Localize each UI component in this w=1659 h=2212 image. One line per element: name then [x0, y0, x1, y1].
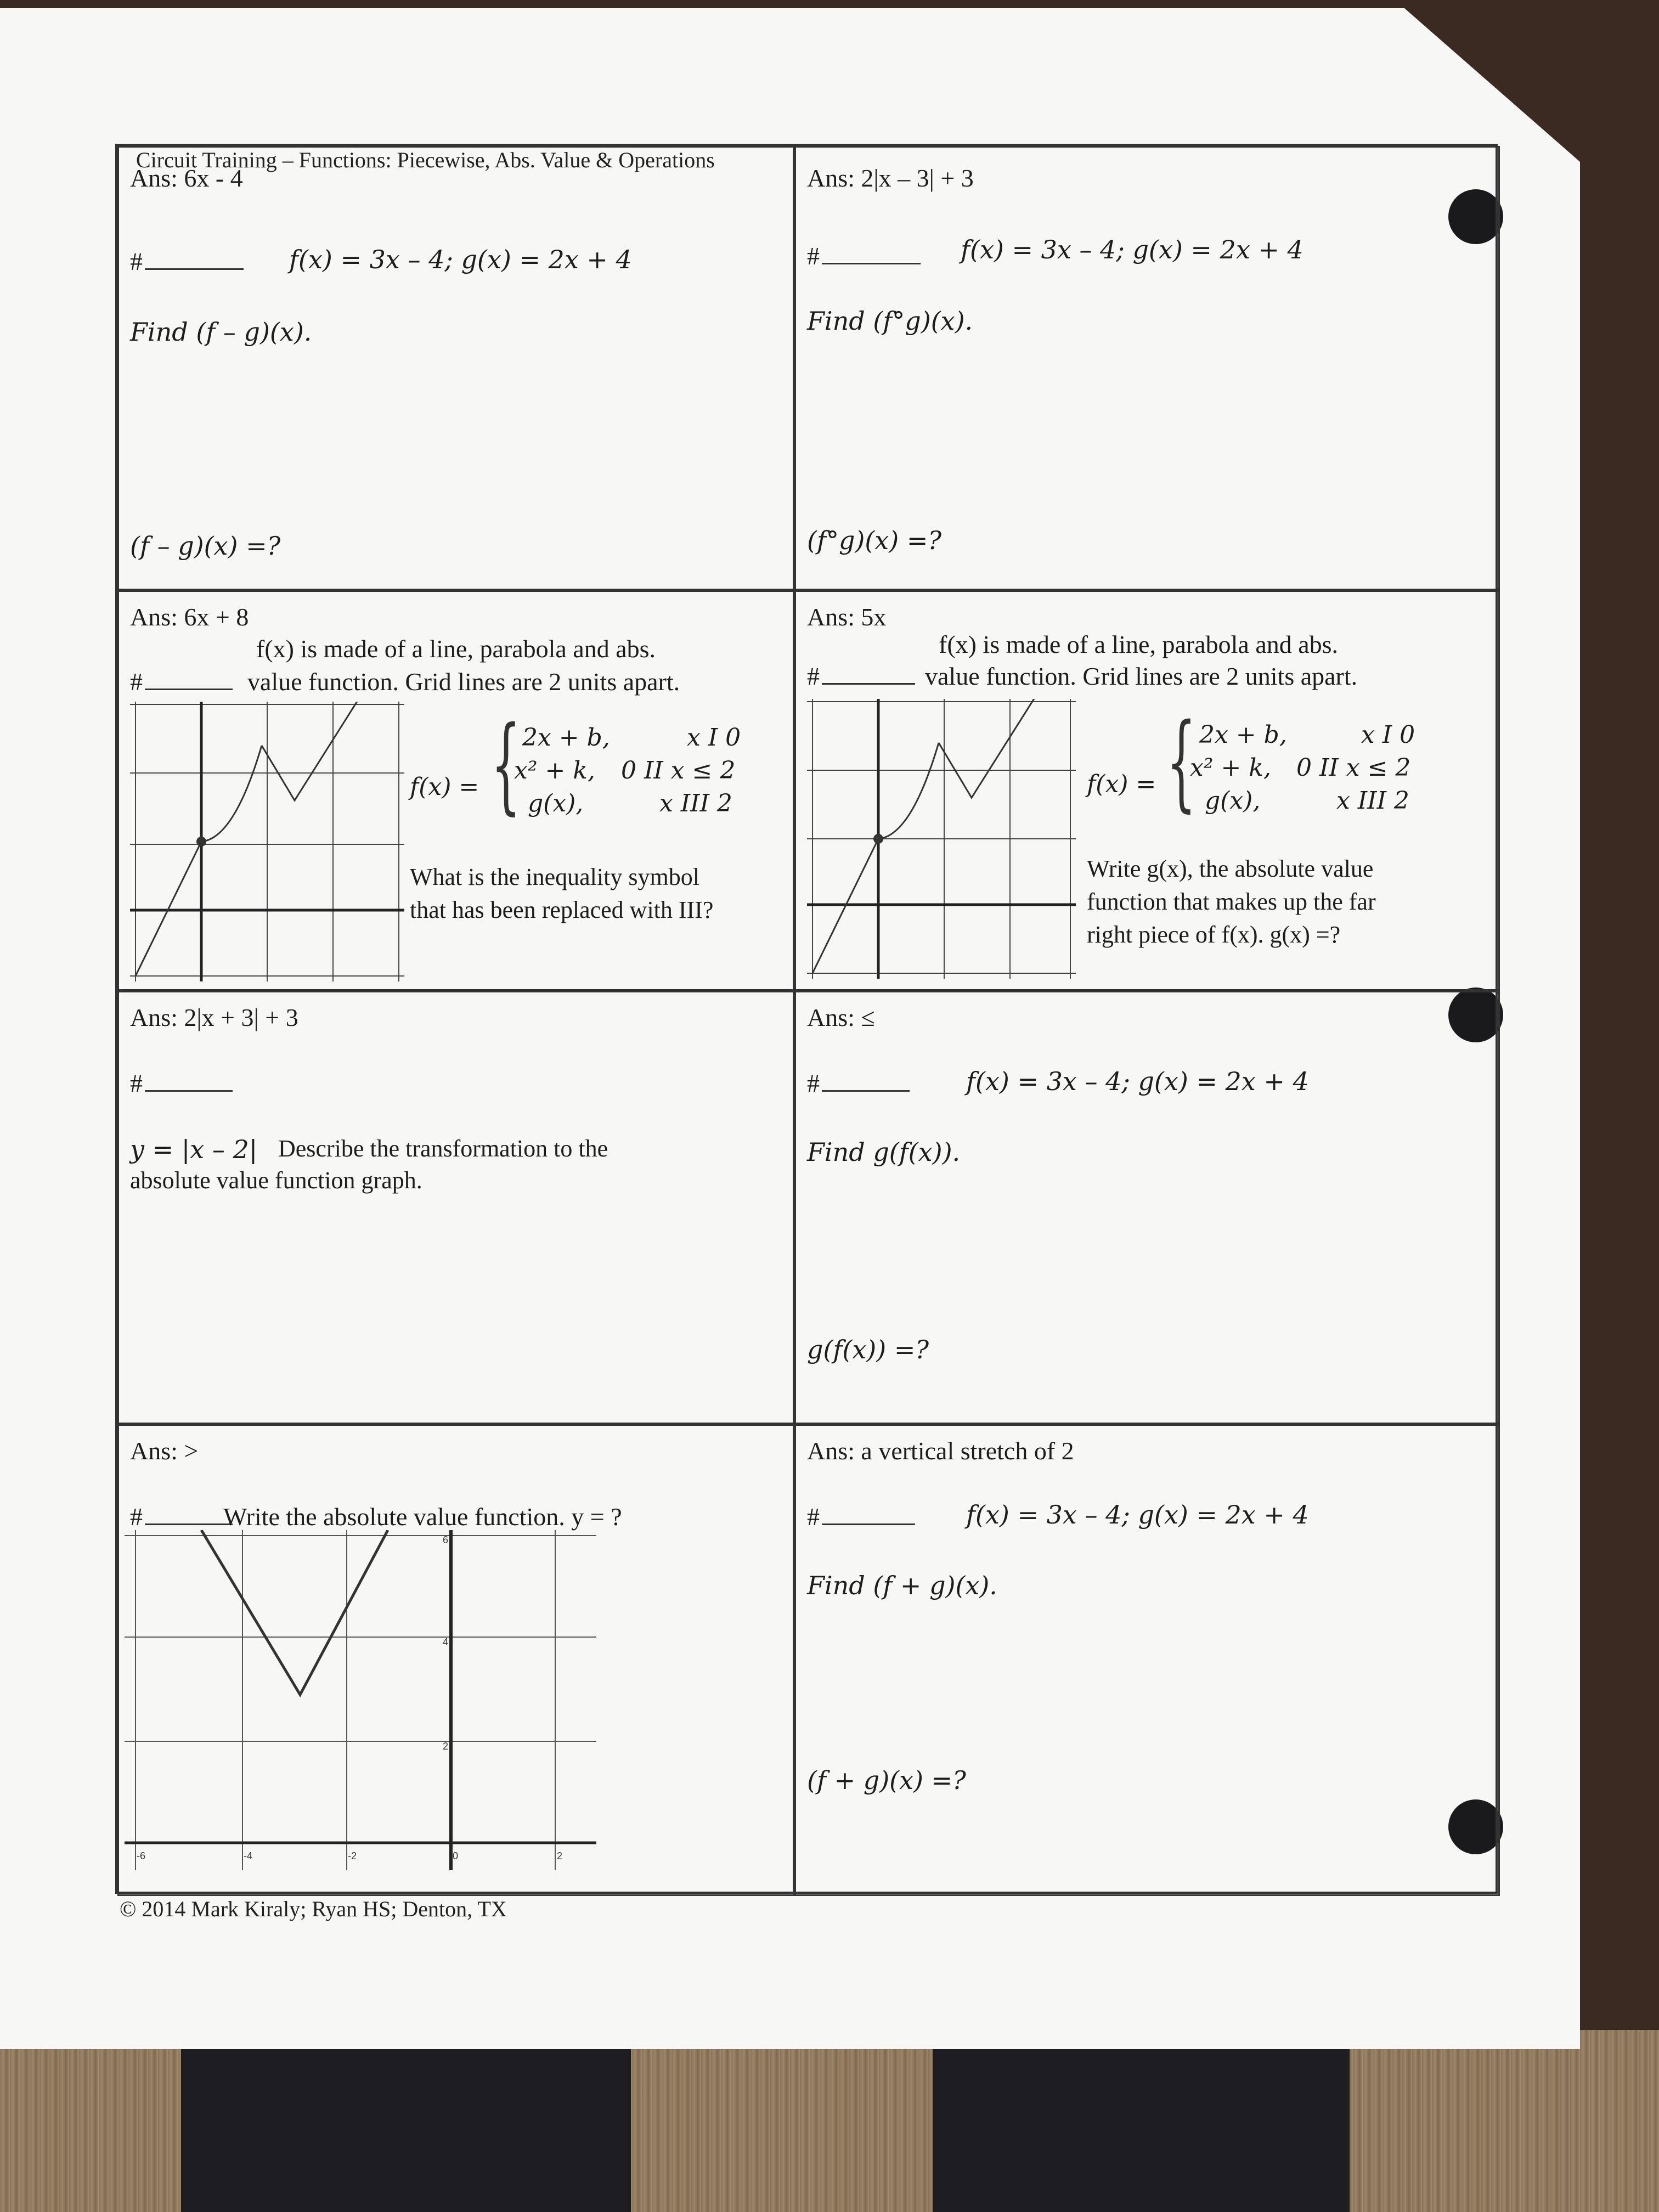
piecewise-graph [807, 699, 1076, 979]
piece-1-domain: x I 0 [687, 724, 741, 752]
x-tick-label: -4 [244, 1850, 253, 1861]
x-tick-label: -2 [348, 1850, 357, 1861]
function-definitions: f(x) = 3x – 4; g(x) = 2x + 4 [961, 235, 1304, 264]
cell-8 [794, 1424, 1500, 1896]
result-line: (f – g)(x) =? [130, 531, 281, 561]
problem-number[interactable]: # [807, 1503, 915, 1532]
problem-number[interactable]: # [130, 668, 233, 697]
answer-label: Ans: ≤ [807, 1003, 875, 1031]
cell-1 [117, 146, 794, 590]
answer-label: Ans: > [130, 1437, 199, 1465]
problem-prompt: Write the absolute value function. y = ? [223, 1503, 622, 1531]
x-tick-label: 2 [557, 1850, 563, 1861]
function-definitions: f(x) = 3x – 4; g(x) = 2x + 4 [966, 1066, 1309, 1096]
prompt-line-1: Describe the transformation to the [278, 1135, 608, 1162]
problem-number[interactable]: # [807, 662, 915, 691]
piecewise-brace: { [491, 704, 521, 825]
question-line-2: function that makes up the far [1087, 888, 1376, 915]
prompt-line-2: absolute value function graph. [130, 1167, 422, 1194]
description-line-1: f(x) is made of a line, parabola and abs. [939, 630, 1339, 658]
description-line-1: f(x) is made of a line, parabola and abs. [256, 635, 656, 663]
piece-2-expression: x² + k, [1190, 754, 1271, 782]
piece-2-domain: 0 II x ≤ 2 [1296, 754, 1411, 782]
cell-2 [794, 146, 1500, 590]
result-line: (f°g)(x) =? [807, 526, 942, 555]
piecewise-graph [130, 702, 404, 981]
abs-value-graph [125, 1530, 596, 1881]
y-tick-label: 6 [443, 1534, 449, 1545]
problem-number[interactable]: # [807, 242, 921, 271]
piece-1-domain: x I 0 [1361, 721, 1415, 749]
cell-7 [117, 1424, 794, 1896]
question-line-1: What is the inequality symbol [410, 864, 699, 890]
piecewise-fx: f(x) = [410, 773, 479, 801]
problem-number[interactable]: # [130, 247, 244, 276]
x-tick-label: 0 [453, 1850, 459, 1861]
cell-4 [794, 590, 1500, 991]
copyright-footer: © 2014 Mark Kiraly; Ryan HS; Denton, TX [120, 1897, 507, 1921]
piece-3-expression: g(x), [528, 789, 584, 817]
function-definitions: f(x) = 3x – 4; g(x) = 2x + 4 [966, 1500, 1309, 1530]
answer-label: Ans: 6x + 8 [130, 603, 249, 631]
problem-prompt: Find (f°g)(x). [807, 306, 973, 336]
problem-prompt: Find g(f(x)). [807, 1137, 961, 1167]
x-tick-label: -6 [137, 1850, 146, 1861]
worksheet-title: Circuit Training – Functions: Piecewise, Abs. Value & Operations [136, 148, 715, 172]
cell-5 [117, 991, 794, 1424]
problem-number[interactable]: # [130, 1503, 233, 1532]
piece-1-expression: 2x + b, [522, 724, 610, 752]
cell-6 [794, 991, 1500, 1424]
answer-label: Ans: 5x [807, 603, 887, 631]
piece-2-domain: 0 II x ≤ 2 [621, 757, 736, 785]
problem-prompt: Find (f – g)(x). [130, 317, 312, 347]
description-line-2: value function. Grid lines are 2 units apart. [925, 662, 1358, 690]
worksheet-grid [115, 144, 1498, 1894]
piece-3-domain: x III 2 [659, 789, 732, 817]
question-line-3: right piece of f(x). g(x) =? [1087, 921, 1341, 948]
y-tick-label: 4 [443, 1637, 449, 1647]
piece-3-domain: x III 2 [1336, 787, 1409, 815]
question-line-1: Write g(x), the absolute value [1087, 855, 1374, 882]
answer-label: Ans: a vertical stretch of 2 [807, 1437, 1074, 1465]
piece-3-expression: g(x), [1205, 787, 1261, 815]
answer-label: Ans: 2|x + 3| + 3 [130, 1003, 298, 1031]
piecewise-fx: f(x) = [1087, 770, 1156, 798]
function-definitions: f(x) = 3x – 4; g(x) = 2x + 4 [289, 245, 632, 274]
piecewise-brace: { [1166, 701, 1197, 822]
left-leg [181, 2041, 631, 2212]
problem-number[interactable]: # [807, 1069, 910, 1098]
problem-number[interactable]: # [130, 1069, 233, 1098]
question-line-2: that has been replaced with III? [410, 896, 714, 923]
answer-label: Ans: 2|x – 3| + 3 [807, 164, 974, 192]
right-leg [933, 2041, 1350, 2212]
result-line: (f + g)(x) =? [807, 1765, 966, 1795]
cell-3 [117, 590, 794, 991]
piece-2-expression: x² + k, [514, 757, 595, 785]
piece-1-expression: 2x + b, [1199, 721, 1287, 749]
y-tick-label: 2 [443, 1741, 449, 1752]
result-line: g(f(x)) =? [807, 1335, 929, 1364]
answer-label: Ans: 6x - 4 [130, 164, 243, 192]
problem-prompt: Find (f + g)(x). [807, 1571, 997, 1600]
equation: y = |x – 2| [130, 1135, 258, 1164]
description-line-2: value function. Grid lines are 2 units apart. [247, 668, 680, 696]
